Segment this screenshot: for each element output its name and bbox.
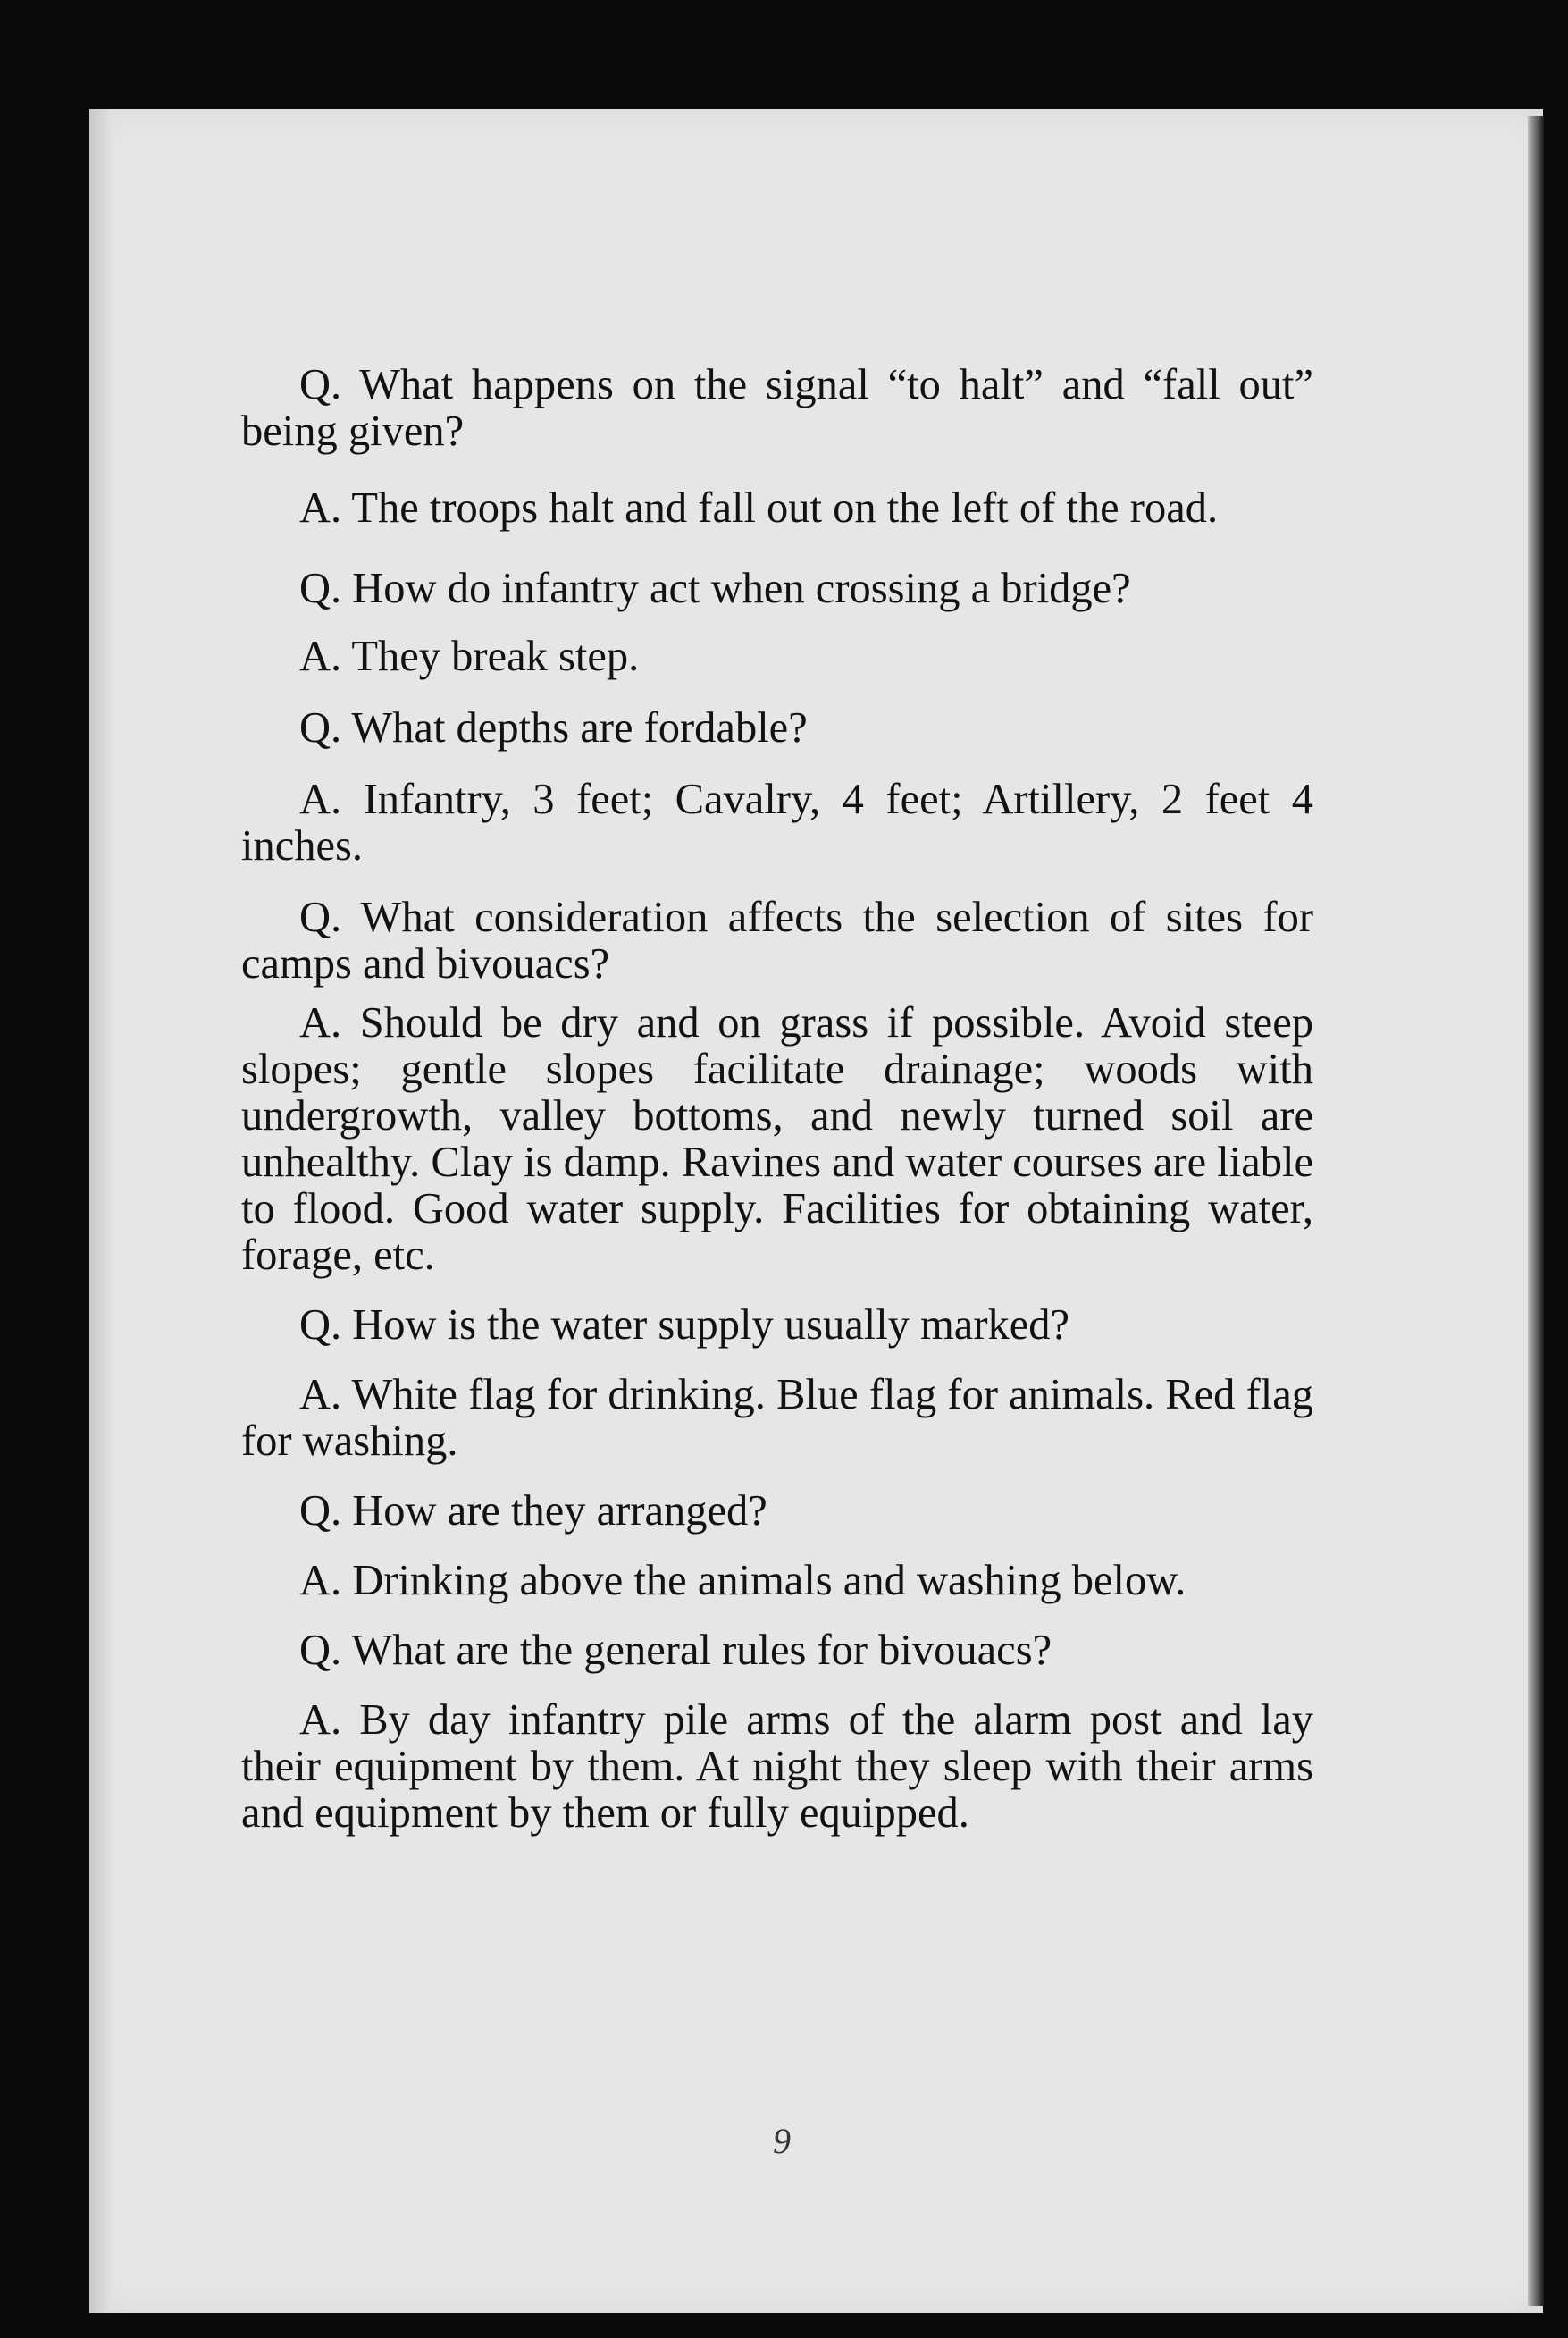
answer-paragraph: A. White flag for drinking. Blue flag for animals. Red flag for washing.: [241, 1371, 1313, 1465]
page-number: 9: [773, 2121, 791, 2161]
question-paragraph: Q. How do infantry act when crossing a bridge?: [299, 565, 1131, 612]
question-paragraph: Q. What are the general rules for bivouacs?: [299, 1627, 1052, 1674]
binding-gutter: [89, 109, 113, 2313]
question-paragraph: Q. What depths are fordable?: [299, 704, 808, 752]
body-text: [241, 362, 1313, 1837]
question-paragraph: Q. What consideration affects the selection of sites for camps and bivouacs?: [241, 894, 1313, 988]
question-paragraph: Q. How are they arranged?: [299, 1487, 767, 1535]
answer-paragraph: A. By day infantry pile arms of the alarm post and lay their equipment by them. At night they sleep with their arms and equipment by them or fully equipped.: [241, 1696, 1313, 1837]
answer-paragraph: A. They break step.: [299, 633, 640, 680]
question-paragraph: Q. What happens on the signal “to halt” and “fall out” being given?: [241, 361, 1313, 455]
answer-paragraph: A. Should be dry and on grass if possible. Avoid steep slopes; gentle slopes facilitate drainage; woods with undergrowth, valley bottoms, and newly turned soil are unhealthy. Clay is damp. Ravines and water courses are liable to flood. Good water supply. Facilities for obtaining water, forage, etc.: [241, 999, 1313, 1279]
page-edge: [1528, 116, 1544, 2306]
answer-paragraph: A. The troops halt and fall out on the left of the road.: [299, 484, 1219, 532]
question-paragraph: Q. How is the water supply usually marked?: [299, 1301, 1070, 1349]
answer-paragraph: A. Infantry, 3 feet; Cavalry, 4 feet; Artillery, 2 feet 4 inches.: [241, 776, 1313, 870]
answer-paragraph: A. Drinking above the animals and washing below.: [299, 1557, 1186, 1604]
